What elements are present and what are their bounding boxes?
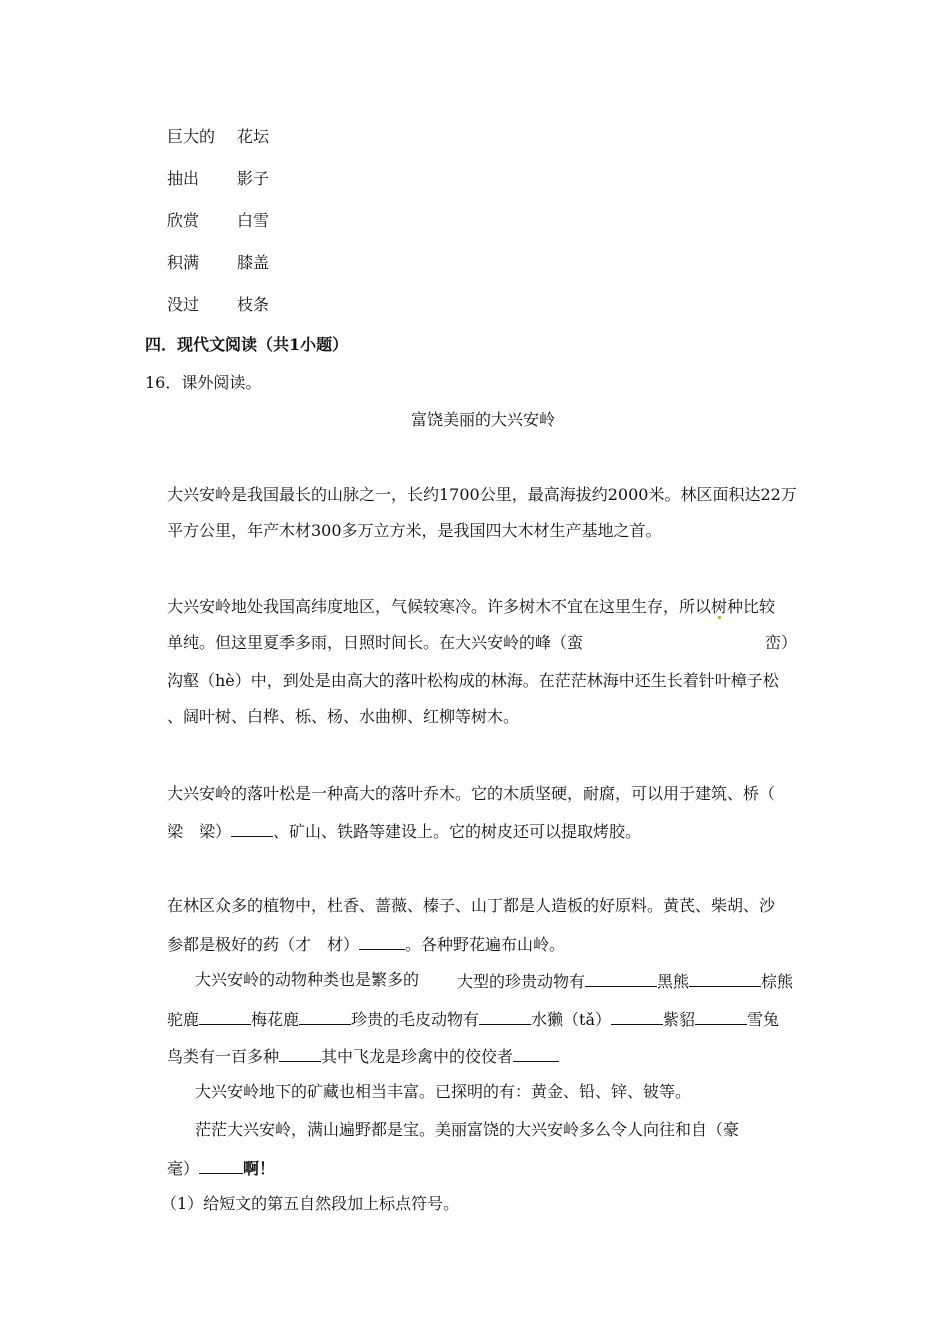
section-heading: 四．现代文阅读（共1小题） — [145, 335, 349, 354]
p7-line2a: 毫） — [167, 1159, 200, 1178]
p1-line2: 平方公里，年产木材300多万立方米，是我国四大木材生产基地之首。 — [167, 521, 662, 540]
match-right-4: 膝盖 — [237, 253, 270, 272]
p5-line1-rest — [457, 970, 793, 992]
match-left-3: 欣赏 — [167, 211, 200, 230]
answer-blank-liang[interactable] — [231, 820, 273, 837]
p5-line2b: 梅花鹿 — [251, 1010, 300, 1029]
p5-line2d: 水獭（tǎ） — [531, 1010, 612, 1029]
p5-line1b: 大型的珍贵动物有 — [457, 972, 586, 991]
answer-blank-cai[interactable] — [359, 933, 405, 950]
p2-line1 — [167, 597, 775, 617]
match-left-5: 没过 — [167, 295, 200, 314]
match-right-1: 花坛 — [237, 127, 270, 146]
p5-line2a: 驼鹿 — [167, 1010, 200, 1029]
match-left-2: 抽出 — [167, 169, 200, 188]
match-right-5: 枝条 — [237, 295, 270, 314]
p3-line2 — [167, 820, 641, 842]
p3-line1: 大兴安岭的落叶松是一种高大的落叶乔木。它的木质坚硬，耐腐，可以用于建筑、桥（ — [167, 784, 776, 803]
p5-line1c: 黑熊 — [657, 972, 690, 991]
punct-blank-3[interactable] — [199, 1008, 251, 1025]
answer-blank-hao[interactable] — [199, 1157, 243, 1174]
question-number — [145, 373, 261, 393]
p5-line1d: 棕熊 — [761, 972, 794, 991]
p2-line2b: 峦） — [765, 633, 798, 652]
p6-line1: 大兴安岭地下的矿藏也相当丰富。已探明的有：黄金、铅、锌、铍等。 — [195, 1082, 692, 1101]
p4-line2 — [167, 933, 565, 955]
p7-line2b: 啊！ — [243, 1159, 276, 1178]
question-prompt: 课外阅读。 — [181, 373, 262, 392]
punct-blank-4[interactable] — [299, 1008, 351, 1025]
p4-line2a: 参都是极好的药（才 材） — [167, 935, 360, 954]
p5-line2c: 珍贵的毛皮动物有 — [351, 1010, 480, 1029]
sub-question-1: （1）给短文的第五自然段加上标点符号。 — [161, 1194, 460, 1213]
punct-blank-2[interactable] — [689, 970, 761, 987]
question-number-text: 16． — [145, 373, 182, 392]
p5-line2f: 雪兔 — [747, 1010, 780, 1029]
match-right-3: 白雪 — [237, 211, 270, 230]
p2-line1a: 大兴安岭地处我国高纬度地区，气候较寒冷。许多树木不宜在这里生存 — [167, 597, 664, 616]
punct-blank-9[interactable] — [513, 1045, 559, 1062]
p5-line3a: 鸟类有一百多种 — [167, 1047, 280, 1066]
p5-line2 — [167, 1008, 779, 1030]
p3-line2b: 、矿山、铁路等建设上。它的树皮还可以提取烤胶。 — [273, 822, 642, 841]
p7-line1: 茫茫大兴安岭，满山遍野都是宝。美丽富饶的大兴安岭多么令人向往和自（豪 — [195, 1120, 740, 1139]
p4-line1: 在林区众多的植物中，杜香、蔷薇、榛子、山丁都是人造板的好原料。黄芪、柴胡、沙 — [167, 896, 776, 915]
p7-line2 — [167, 1157, 275, 1179]
punct-blank-1[interactable] — [585, 970, 657, 987]
punct-blank-8[interactable] — [279, 1045, 321, 1062]
punct-blank-6[interactable] — [611, 1008, 663, 1025]
p5-line3 — [167, 1045, 559, 1067]
p2-line4: 、阔叶树、白桦、栎、杨、水曲柳、红柳等树木。 — [167, 707, 520, 726]
p5-line2e: 紫貂 — [663, 1010, 696, 1029]
p4-line2b: 。各种野花遍布山岭。 — [405, 935, 566, 954]
p5-line3b: 其中飞龙是珍禽中的佼佼者 — [321, 1047, 514, 1066]
p1-line1: 大兴安岭是我国最长的山脉之一，长约1700公里，最高海拔约2000米。林区面积达22万 — [167, 485, 797, 504]
p5-line1a: 大兴安岭的动物种类也是繁多的 — [195, 970, 420, 989]
p2-line2a: 单纯。但这里夏季多雨，日照时间长。在大兴安岭的峰（蛮 — [167, 633, 584, 652]
match-left-4: 积满 — [167, 253, 200, 272]
p2-line3: 沟壑（hè）中，到处是由高大的落叶松构成的林海。在茫茫林海中还生长着针叶樟子松 — [167, 671, 779, 690]
punct-blank-5[interactable] — [479, 1008, 531, 1025]
match-right-2: 影子 — [237, 169, 270, 188]
match-left-1: 巨大的 — [167, 127, 216, 146]
p3-line2a: 梁 梁） — [167, 822, 232, 841]
p2-line1b: ，所以树种比较 — [663, 597, 776, 616]
punct-blank-7[interactable] — [695, 1008, 747, 1025]
passage-title: 富饶美丽的大兴安岭 — [411, 410, 556, 429]
